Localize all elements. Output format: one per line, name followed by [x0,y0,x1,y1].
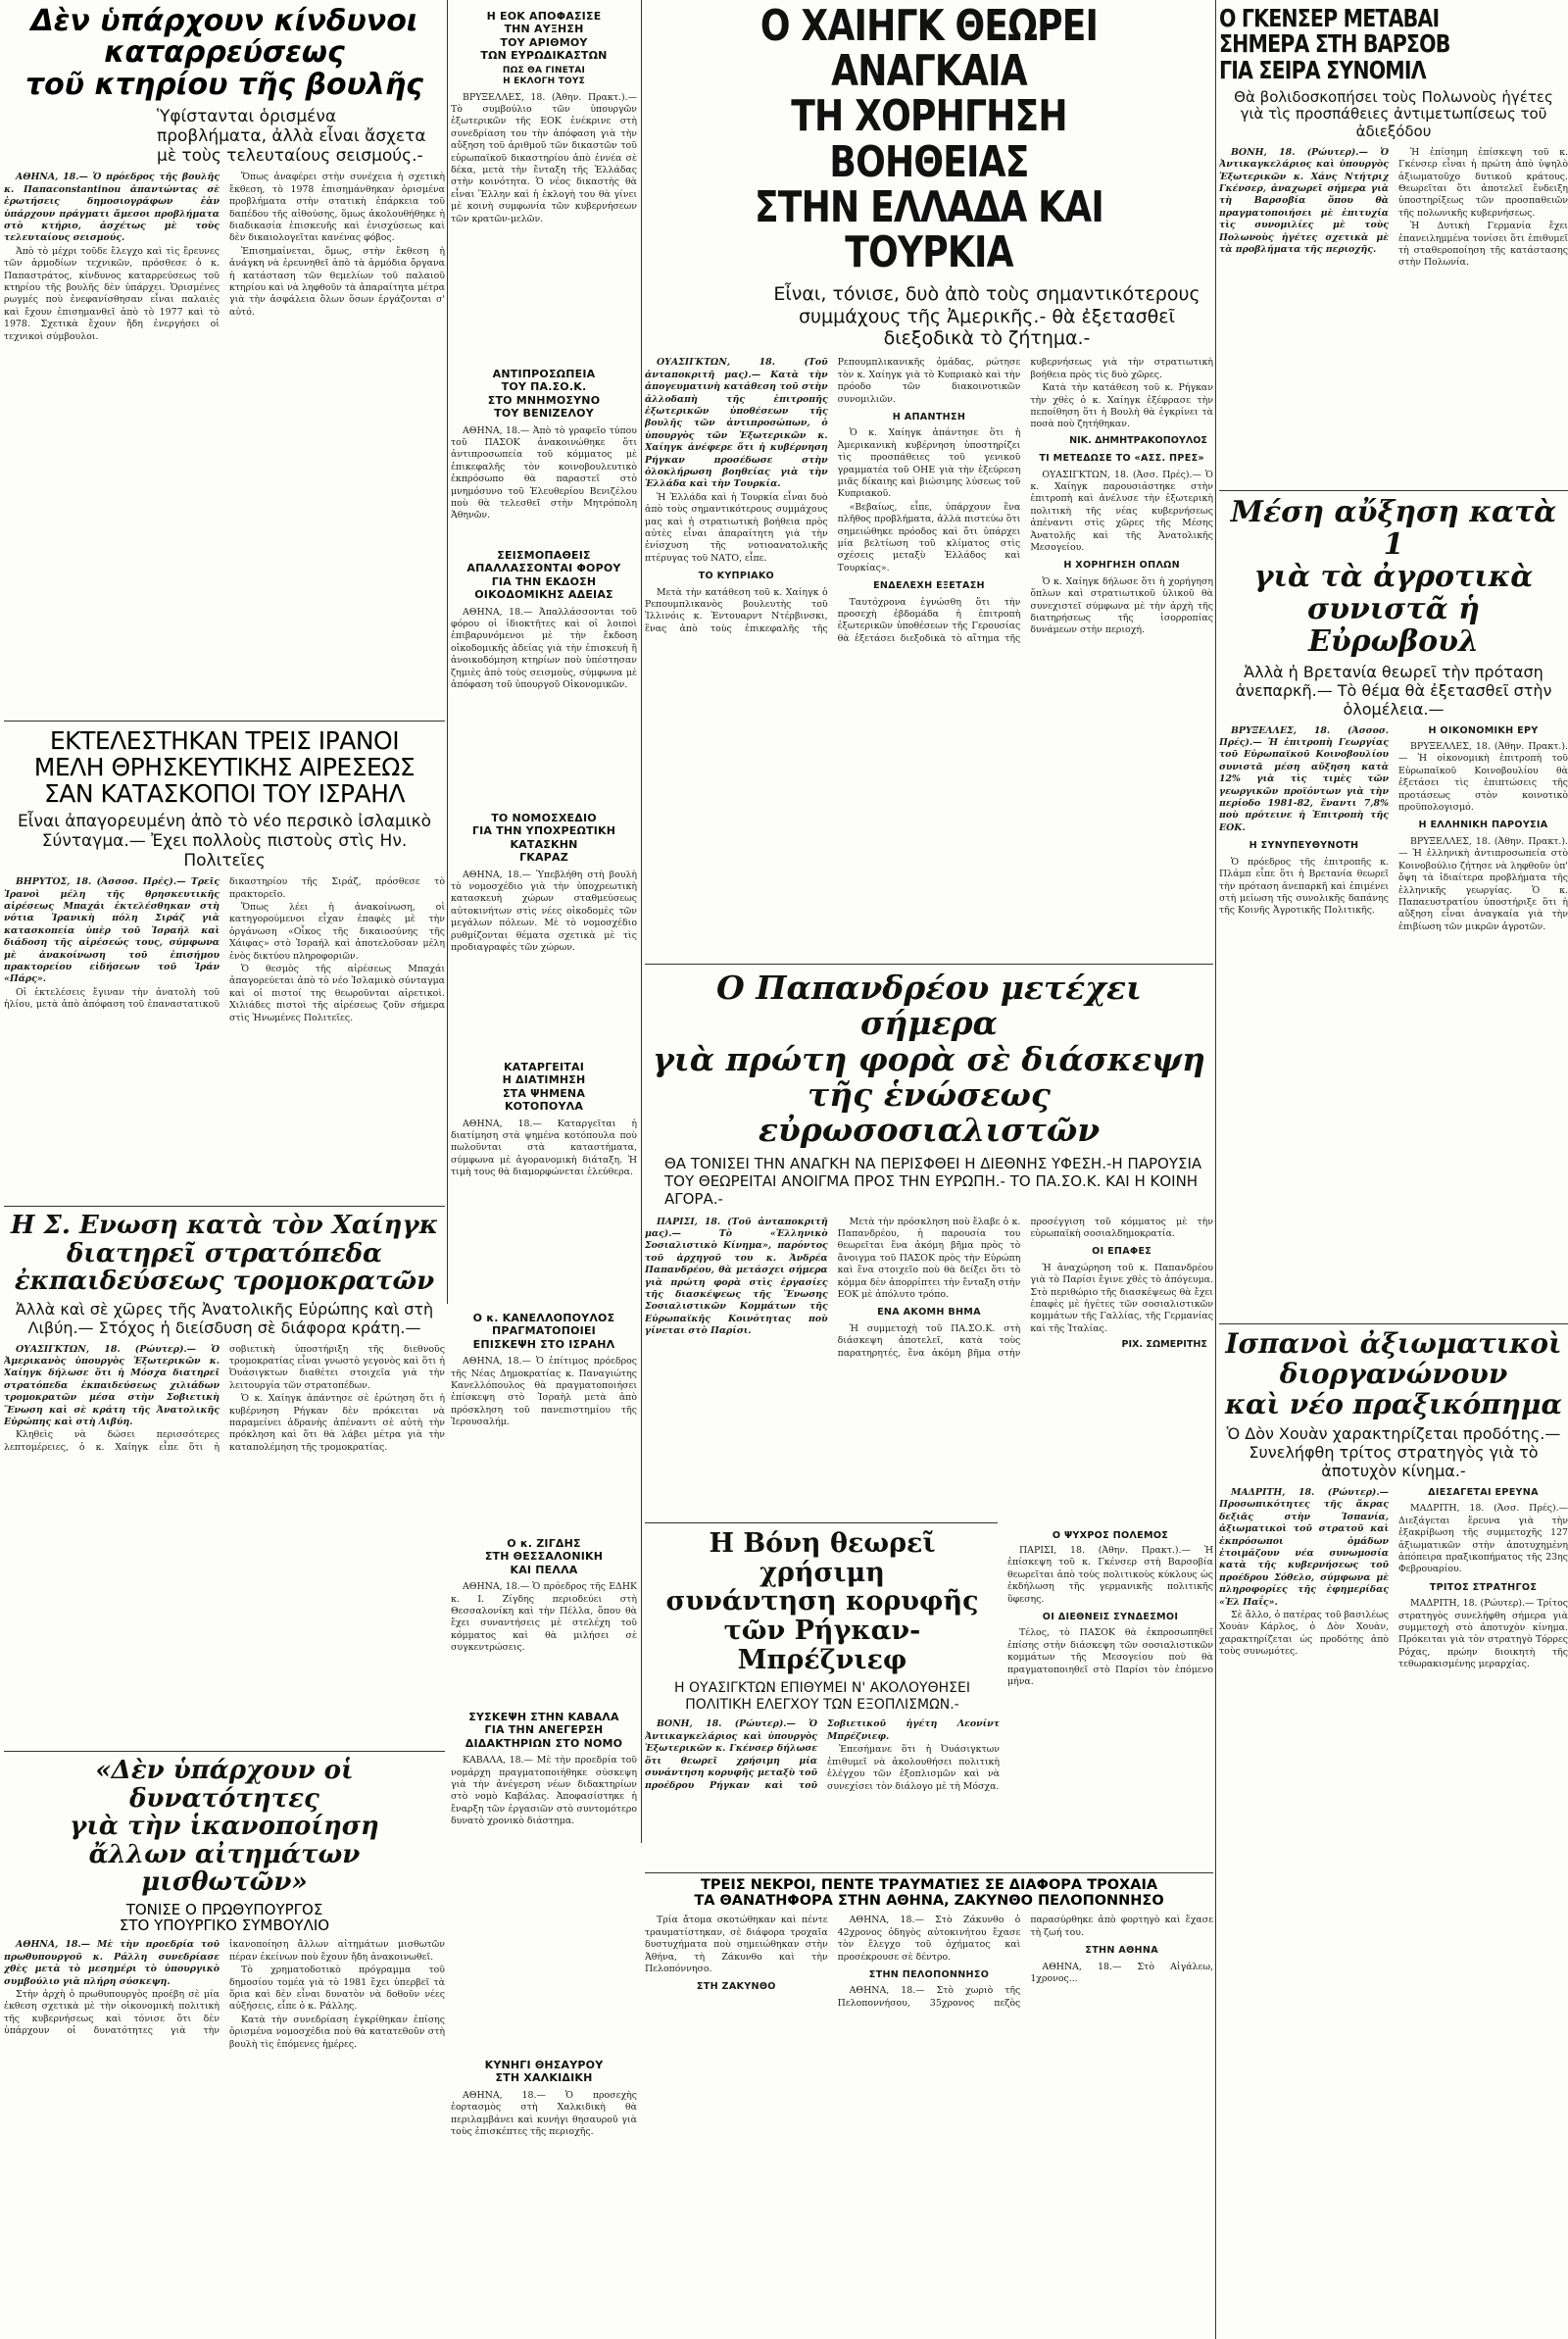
headline-line: Η Σ. Ενωση κατὰ τὸν Χαίηγκ [10,1212,439,1240]
headline-line: ΣΤΗΝ ΕΛΛΑΔΑ ΚΑΙ ΤΟΥΡΚΙΑ [754,181,1104,277]
brief-body [451,1356,637,1428]
paragraph: ΒΡΥΞΕΛΛΕΣ, 18. (Ἀθην. Πρακτ.).— Ἡ οἰκονομικὴ ἐπιτροπὴ τοῦ Εὐρωπαϊκοῦ Κοινοβουλίου θὰ ἐξετάσει τὶς ἐπιπτώσεις τῆς προτάσεως στὸν κοινοτικὸ προϋπολογισμό. [1398,741,1568,814]
brief-subtitle: Η ΕΚΛΟΓΗ ΤΟΥΣ [503,75,585,86]
deck: Θὰ βολιδοσκοπήσει τοὺς Πολωνοὺς ἡγέτες γιὰ τὶς προσπάθειες ἀντιμετωπίσεως τοῦ ἀδιεξόδου [1234,87,1553,141]
headline-line: συνάντηση κορυφῆς [665,1586,979,1617]
section-heading: ΤΙ ΜΕΤΕΔΩΣΕ ΤΟ «ΑΣΣ. ΠΡΕΣ» [1039,453,1204,465]
paragraph: ΜΑΔΡΙΤΗ, 18. (Ρώυτερ).— Τρίτος στρατηγὸς συνελήφθη σήμερα γιὰ συμμετοχὴ στὸ ἀποτυχὸν κίνημα. Πρόκειται γιὰ τὸν στρατηγὸ Τόρρες Ρόχας, πρώην διοικητὴ τῆς τεθωρακισμένης μεραρχίας. [1398,1598,1568,1670]
brief-title: ΚΑΤΑΡΓΕΙΤΑΙ [503,1061,585,1073]
section-heading: Ο ΨΥΧΡΟΣ ΠΟΛΕΜΟΣ [1052,1530,1169,1541]
brief-title: ΣΤΗ ΘΕΣΣΑΛΟΝΙΚΗ [484,1550,604,1564]
brief-chicken-price [451,1061,637,1296]
brief-title: ΓΙΑ ΤΗΝ ΥΠΟΧΡΕΩΤΙΚΗ [471,824,616,838]
paragraph: ΠΑΡΙΣΙ, 18. (Τοῦ ἀνταποκριτῆ μας).— Τὸ «Ἐλληνικὸ Σοσιαλιστικὸ Κίνημα», παρόντος τοῦ ἀρχηγοῦ του κ. Ἀνδρέα Παπανδρέου, θὰ μετάσχει σήμερα γιὰ πρώτη φορὰ στὶς ἐργασίες τῆς διασκέψεως τῆς Ἕνωσης Σοσιαλιστικῶν Κομμάτων τῆς Εὐρωπαϊκῆς Κοινότητας ποὺ γίνεται στὸ Παρίσι. [645,1216,828,1337]
article-body [645,1718,1000,1867]
paragraph: Κατὰ τὴν συνεδρίαση ἐγκρίθηκαν ἐπίσης ὁρισμένα νομοσχέδια ποὺ θὰ κατατεθοῦν στὴ βουλὴ τὶς ἑπόμενες ἡμέρες. [229,2014,445,2050]
headline-line: Μέση αὔξηση κατὰ 1 [1230,496,1557,562]
brief-title: ΣΤΑ ΨΗΜΕΝΑ [502,1086,586,1100]
paragraph: ΟΥΑΣΙΓΚΤΩΝ, 18. (Ἀσσ. Πρές).— Ὁ κ. Χαίηγκ παρουσιάστηκε στὴν ἐπιτροπὴ καὶ ἀνέλυσε τὴν ἐξωτερικὴ πολιτικὴ τῆς νέας κυβερνήσεως ἀπέναντι στὶς χῶρες τῆς Μέσης Ἀνατολῆς καὶ τῆς Ἀνατολικῆς Μεσογείου. [1030,469,1213,554]
headline-line: Δὲν ὑπάρχουν κίνδυνοι [30,6,418,38]
paragraph: ΑΘΗΝΑ, 18.— Μὲ τὴν προεδρία τοῦ πρωθυπουργοῦ κ. Ράλλη συνεδρίασε χθὲς μετὰ τὸ μεσημέρι τὸ ὑπουργικὸ συμβούλιο γιὰ πλήρη σύσκεψη. [4,1939,220,1987]
paragraph: ΑΘΗΝΑ, 18.— Ἀπὸ τὸ γραφεῖο τύπου τοῦ ΠΑΣΟΚ ἀνακοινώθηκε ὅτι ἀντιπροσωπεία τοῦ κόμματος μὲ ἐπικεφαλῆς τὸν κοινοβουλευτικὸ ἐκπρόσωπο θὰ παραστεῖ στὸ μνημόσυνο τοῦ Ἐλευθερίου Βενιζέλου ποὺ θὰ τελεσθεῖ στὴν Μητρόπολη Ἀθηνῶν. [451,424,637,522]
brief-title: ΓΙΑ ΤΗΝ ΕΚΔΟΣΗ [491,574,597,588]
article-papandreou-conference [645,970,1213,1519]
brief-title: ΣΤΗ ΧΑΛΚΙΔΙΚΗ [495,2071,593,2085]
paragraph: Τὸ χρηματοδοτικὸ πρόγραμμα τοῦ δημοσίου τομέα γιὰ τὸ 1981 ἔχει ὑπερβεῖ τὰ ὅρια καὶ δὲν εἶναι δυνατὸν νὰ δοθοῦν νέες αὐξήσεις, εἶπε ὁ κ. Ράλλης. [229,1965,445,2013]
paragraph: Ἡ Δυτικὴ Γερμανία ἔχει ἐπανειλημμένα τονίσει ὅτι ἐπιθυμεῖ τὴ σταθεροποίηση τῆς κατάστασης στὴν Πολωνία. [1398,221,1568,269]
section-heading: ΟΙ ΔΙΕΘΝΕΙΣ ΣΥΝΔΕΣΜΟΙ [1042,1612,1179,1623]
column-4 [1219,0,1568,2339]
article-body [645,357,1213,960]
brief-title: ΤΟΥ ΠΑ.ΣΟ.Κ. [501,380,587,394]
paragraph: ΑΘΗΝΑ, 18.— Στὸ χωριὸ τῆς Πελοποννήσου, 35χρονος πεζὸς παρασύρθηκε ἀπὸ φορτηγὸ καὶ ἔχασε τὴ ζωή του. [837,1915,1213,2009]
section-heading: ΣΤΗΝ ΑΘΗΝΑ [1085,1945,1158,1957]
subheadline: ΤΑ ΘΑΝΑΤΗΦΟΡΑ ΣΤΗΝ ΑΘΗΝΑ, ΖΑΚΥΝΘΟ ΠΕΛΟΠΟΝΝΗΣΟ [694,1892,1164,1909]
brief-title: ΚΑΙ ΠΕΛΛΑ [510,1563,578,1576]
headline-line: Ο ΧΑΙΗΓΚ ΘΕΩΡΕΙ ΑΝΑΓΚΑΙΑ [760,4,1099,97]
paragraph: ΒΟΝΗ, 18. (Ρώυτερ).— Ὁ Ἀντικαγκελάριος καὶ ὑπουργὸς Ἐξωτερικῶν κ. Γκένσερ δήλωσε ὅτι θεωρεῖ χρήσιμη μία συνάντηση κορυφῆς μεταξὺ τοῦ προέδρου Ρήγκαν καὶ τοῦ Σοβιετικοῦ ἡγέτη Λεονίντ Μπρέζνιεφ. [645,1718,1000,1791]
paragraph: ΒΡΥΞΕΛΛΕΣ, 18. (Ἀθην. Πρακτ.).— Τὸ συμβούλιο τῶν ὑπουργῶν ἐξωτερικῶν τῆς ΕΟΚ ἐνέκρινε στὴ συνεδρίαση του τὴν ἀπόφαση γιὰ τὴν αὔξηση τοῦ ἀριθμοῦ τῶν δικαστῶν τοῦ εὐρωπαϊκοῦ δικαστηρίου ἀπὸ ἐννέα σὲ δέκα, μετὰ τὴν ἔνταξη τῆς Ἑλλάδας στὴν κοινότητα. Ὁ νέος δικαστὴς θὰ εἶναι Ἕλλην καὶ ἡ ἐκλογὴ του θὰ γίνει μὲ κοινὴ συμφωνία τῶν κυβερνήσεων τῶν κρατῶν-μελῶν. [451,91,637,224]
paragraph: Ἡ Ἑλλάδα καὶ ἡ Τουρκία εἶναι δυὸ ἀπὸ τοὺς σημαντικότερους συμμάχους μας καὶ ἡ στρατιωτικὴ βοήθεια πρὸς αὐτὲς εἶναι ἀπαραίτητη γιὰ τὴν ἐνίσχυση τῆς νοτιοανατολικῆς πτέρυγας τοῦ ΝΑΤΟ, εἶπε. [645,491,828,564]
paragraph: «Βεβαίως, εἶπε, ὑπάρχουν ἕνα πλῆθος προβλήματα, ἀλλὰ πιστεύω ὅτι σημειώθηκε πρόοδος καὶ ὅτι ὑπάρχει μία βελτίωση τοῦ κλίματος στὶς σχέσεις μεταξὺ Ἑλλάδος καὶ Τουρκίας». [837,501,1021,573]
column-rule [447,0,448,1304]
section-heading: ΤΟ ΚΥΠΡΙΑΚΟ [698,571,775,582]
brief-kanellopoulos-israel [451,1312,637,1522]
section-heading: Η ΑΠΑΝΤΗΣΗ [892,411,966,423]
paragraph: Στὴν ἀρχὴ ὁ πρωθυπουργὸς προέβη σὲ μία ἐκθεση σχετικὰ μὲ τὴν οἰκονομικὴ πολιτικὴ τῆς κυβερνήσεως καὶ τόνισε ὅτι δὲν ὑπάρχουν οἱ δυνατότητες γιὰ τὴν ἱκανοποίηση ἄλλων αἰτημάτων μισθωτῶν πέραν ἐκείνων ποὺ ἔχουν ἤδη ἀνακοινωθεῖ. [4,1939,445,2037]
column-1 [4,0,445,2339]
deck: Ὁ Δὸν Χουὰν χαρακτηρίζεται προδότης.— Συνελήφθη τρίτος στρατηγὸς γιὰ τὸ ἀποτυχὸν κίνημα.- [1226,1424,1561,1481]
headline-line: γιὰ τὰ ἀγροτικὰ [1253,560,1534,594]
paragraph: Τρία ἄτομα σκοτώθηκαν καὶ πέντε τραυματίστηκαν, σὲ διάφορα τροχαῖα δυστυχήματα ποὺ σημειώθηκαν στὴν Ἀθήνα, τὴ Ζάκυνθο καὶ τὴν Πελοπόννησο. [645,1915,828,1974]
headline-line: Ο ΓΚΕΝΣΕΡ ΜΕΤΑΒΑΙ [1219,6,1440,32]
column-rule [1215,0,1216,2339]
paragraph: Ὁ κ. Χαίηγκ δήλωσε ὅτι ἡ χορήγηση ὅπλων καὶ στρατιωτικοῦ ὑλικοῦ θὰ συνεχιστεῖ σύμφωνα μὲ τὴν ἀρχὴ τῆς διατηρήσεως τῆς ἰσορροπίας δυνάμεων στὴν περιοχή. [1030,575,1213,636]
paragraph: ΠΑΡΙΣΙ, 18. (Ἀθην. Πρακτ.).— Ἡ ἐπίσκεψη τοῦ κ. Γκένσερ στὴ Βαρσοβία θεωρεῖται ἀπὸ τοὺς πολιτικοὺς κύκλους ὡς ἐκδήλωση τῆς γερμανικῆς πολιτικῆς ὕφεσης. [1007,1545,1213,1605]
headline-line: Ο Παπανδρέου μετέχει σήμερα [716,970,1142,1043]
paragraph: Μετὰ τὴν πρόσκληση ποὺ ἔλαβε ὁ κ. Παπανδρέου, ἡ παρουσία του θεωρεῖται ἕνα ἀκόμη βῆμα πρὸς τὸ ἄνοιγμα τοῦ ΠΑΣΟΚ πρὸς τὴν Εὐρώπη καὶ ἕνα στοιχεῖο ποὺ θὰ δείξει ὅτι τὸ κόμμα δὲν ἀπορρίπτει τὴν ἔνταξη στὴν ΕΟΚ μὲ ἀπόλυτο τρόπο. [837,1216,1021,1300]
headline-line: διατηρεῖ στρατόπεδα [66,1238,383,1269]
section-heading: ΣΤΗ ΖΑΚΥΝΘΟ [696,1981,776,1993]
headline-line: Η Βόνη θεωρεῖ χρήσιμη [709,1529,936,1588]
headline-line: τῆς ἑνώσεως εὐρωσοσιαλιστῶν [758,1074,1101,1150]
brief-title: ΤΟ ΝΟΜΟΣΧΕΔΙΟ [491,812,597,824]
deck: Η ΟΥΑΣΙΓΚΤΩΝ ΕΠΙΘΥΜΕΙ Ν' ΑΚΟΛΟΥΘΗΣΕΙ ΠΟΛΙΤΙΚΗ ΕΛΕΓΧΟΥ ΤΩΝ ΕΞΟΠΛΙΣΜΩΝ.- [674,1680,970,1713]
brief-title: ΓΙΑ ΤΗΝ ΑΝΕΓΕΡΣΗ [484,1723,604,1737]
paragraph: ΑΘΗΝΑ, 18.— Στὸ Αἰγάλεω, 1χρονος... [1030,1961,1213,1984]
divider [645,1522,998,1523]
divider [1219,490,1568,491]
section-heading: ΕΝΑ ΑΚΟΜΗ ΒΗΜΑ [877,1307,981,1319]
brief-title: ΑΝΤΙΠΡΟΣΩΠΕΙΑ [492,368,596,380]
deck: Εἶναι, τόνισε, δυὸ ἀπὸ τοὺς σημαντικότερους συμμάχους τῆς Ἀμερικῆς.- θὰ ἐξετασθεῖ διεξοδικὰ τὸ ζήτημα.- [773,283,1200,349]
headline-line: καὶ νέο πραξικόπημα [1224,1387,1563,1420]
section-heading: Η ΕΛΛΗΝΙΚΗ ΠΑΡΟΥΣΙΑ [1418,820,1548,831]
byline: ΝΙΚ. ΔΗΜΗΤΡΑΚΟΠΟΥΛΟΣ [1069,434,1207,446]
headline-line: γιὰ τὴν ἱκανοποίηση [70,1812,379,1842]
deck: Ὑφίστανται ὁρισμένα προβλήματα, ἀλλὰ εἶναι ἄσχετα μὲ τοὺς τελευταίους σεισμούς.- [157,107,426,167]
deck: Ἀλλὰ ἡ Βρετανία θεωρεῖ τὴν πρόταση ἀνεπαρκῆ.— Τὸ θέμα θὰ ἐξετασθεῖ στὴν ὁλομέλεια.— [1235,663,1552,719]
brief-title: ΓΚΑΡΑΖ [519,851,568,865]
paragraph: Ὁ πρόεδρος τῆς ἐπιτροπῆς κ. Πλάμπ εἶπε ὅτι ἡ Βρετανία θεωρεῖ τὴν πρόταση ἀνεπαρκῆ καὶ ἐπιμένει στὴ μείωση τῆς συνολικῆς δαπάνης τῆς Κοινῆς Ἀγροτικῆς Πολιτικῆς. [1219,856,1389,917]
section-heading: ΔΙΕΣΑΓΕΤΑΙ ΕΡΕΥΝΑ [1428,1487,1539,1499]
paragraph: Κληθεὶς νὰ δώσει περισσότερες λεπτομέρειες, ὁ κ. Χαίηγκ εἶπε ὅτι ἡ σοβιετικὴ ὑποστήριξη τῆς διεθνοῦς τρομοκρατίας εἶναι γνωστὸ γεγονὸς καὶ ὅτι ἡ Ὀυάσιγκτων διαθέτει στοιχεῖα γιὰ τὴν λειτουργία τῶν στρατοπέδων. [4,1343,445,1453]
headline-line: τῶν Ρήγκαν-Μπρέζνιεφ [723,1616,921,1675]
divider [4,1206,445,1207]
paragraph: ΒΡΥΞΕΛΛΕΣ, 18. (Ἀθην. Πρακτ.).— Ἡ ἑλληνικὴ ἀντιπροσωπεία στὸ Κοινοβούλιο ζήτησε νὰ ληφθοῦν ὑπ' ὄψη τὰ ἰδιαίτερα προβλήματα τῆς ἑλληνικῆς γεωργίας. Ὁ κ. Παπαευστρατίου ὑποστήριξε ὅτι ἡ αὔξηση εἶναι ἀναγκαία γιὰ τὴν ἐπιβίωση τῶν μικρῶν ἀγροτῶν. [1398,835,1568,932]
section-heading: ΟΙ ΕΠΑΦΕΣ [1092,1246,1152,1258]
headline-line: ἄλλων αἰτημάτων μισθωτῶν» [88,1839,361,1898]
article-body [4,1344,445,1736]
headline-line: γιὰ πρώτη φορὰ σὲ διάσκεψη [653,1039,1205,1078]
headline-line: καταρρεύσεως [104,35,345,71]
divider [645,1872,1213,1873]
divider [645,964,1213,965]
brief-title: ΠΡΑΓΜΑΤΟΠΟΙΕΙ [492,1324,596,1338]
article-body [4,172,445,717]
paragraph: ΒΡΥΞΕΛΛΕΣ, 18. (Ἀσσοσ. Πρές).— Ἡ ἐπιτροπὴ Γεωργίας τοῦ Εὐρωπαϊκοῦ Κοινοβουλίου συνιστᾶ μέση αὔξηση κατὰ 12% γιὰ τὶς τιμὲς τῶν γεωργικῶν προϊόντων γιὰ τὴν περίοδο 1981-82, ἔναντι 7,8% ποὺ πρότεινε ἡ Ἐπιτροπὴ τῆς ΕΟΚ. [1219,724,1389,833]
brief-title: ΚΑΤΑΣΚΗΝ [510,837,578,851]
article-body [645,1915,1213,2091]
headline-line: συνιστᾶ ἡ Εὐρωβουλ [1307,592,1480,659]
paragraph: Ἐπεσήμανε ὅτι ἡ Ὀυάσιγκτων ἐπιθυμεῖ νὰ ἀκολουθήσει πολιτικὴ ἐλέγχου τῶν ἐξοπλισμῶν καὶ νὰ συνεχίσει τὸν διάλογο μὲ τὴ Μόσχα. [827,1744,1000,1792]
brief-title: ΚΥΝΗΓΙ ΘΗΣΑΥΡΟΥ [484,2059,604,2071]
headline-line: ΕΚΤΕΛΕΣΤΗΚΑΝ ΤΡΕΙΣ ΙΡΑΝΟΙ [49,727,400,755]
section-heading: ΕΝΔΕΛΕΧΗ ΕΞΕΤΑΣΗ [873,580,985,592]
section-heading: ΣΤΗΝ ΠΕΛΟΠΟΝΝΗΣΟ [868,1968,990,1980]
paragraph: Ὅπως ἀναφέρει στὴν συνέχεια ἡ σχετικὴ ἔκθεση, τὸ 1978 ἐπισημάνθηκαν ὁρισμένα προβλήματα στὴν στατικὴ ἐπάρκεια τοῦ δαπέδου τῆς αἰθούσης, ὅμως ἀκολουθήθηκε ἡ διαδικασία ἐπισκευῆς καὶ ἐνισχύσεως καὶ δὲν δικαιολογεῖται κανένας φόβος. [229,172,445,244]
paragraph: Κατὰ τὴν κατάθεση τοῦ κ. Ρήγκαν τὴν χθὲς ὁ κ. Χαίηγκ ἐξέφρασε τὴν πεποίθηση ὅτι ἡ Βουλὴ θὰ ἐγκρίνει τὰ ποσὰ ποὺ ζητήθηκαν. [1030,382,1213,430]
section-heading: Η ΧΟΡΗΓΗΣΗ ΟΠΛΩΝ [1063,560,1180,572]
brief-title: Η ΔΙΑΤΙΜΗΣΗ [502,1073,586,1087]
article-body [4,1939,445,2335]
article-pm-cabinet [4,1757,445,2335]
paragraph: Ἡ ἀναχώρηση τοῦ κ. Παπανδρέου γιὰ τὸ Παρίσι ἔγινε χθὲς τὸ ἀπόγευμα. Στὸ περιθώριο τῆς διασκέψεως θὰ ἔχει ἐπαφὲς μὲ ἡγέτες τῶν σοσιαλιστικῶν κομμάτων τῆς Γαλλίας, τῆς Γερμανίας καὶ τῆς Ἰταλίας. [1030,1262,1213,1334]
article-body [4,876,445,1170]
paragraph: Μετὰ τὴν κατάθεση τοῦ κ. Χαίηγκ ὁ Ρεπουμπλικανὸς βουλευτὴς τοῦ Ἰλλινόις κ. Ἐντουαρντ Ντέρβινσκι, ἕνας ἀπὸ τοὺς ἐπικεφαλῆς τῆς Ρεπουμπλικανικῆς ὁμάδας, ρώτησε τὸν κ. Χαίηγκ γιὰ τὸ Κυπριακὸ καὶ τὴν πρόοδο τῶν διακοινοτικῶν συνομιλιῶν. [645,357,1021,634]
brief-subtitle: ΠΩΣ ΘΑ ΓΙΝΕΤΑΙ [502,65,586,75]
divider [4,1751,445,1752]
article-body [1219,1487,1568,2320]
paragraph: ΑΘΗΝΑ, 18.— Ἀπαλλάσσονται τοῦ φόρου οἱ ἰδιοκτῆτες καὶ οἱ λοιποὶ ἐπιβαρυνόμενοι μὲ τὴν ἔκδοση οἰκοδομικῆς ἀδείας γιὰ τὴν ἐπισκευὴ ἢ ἀνοικοδόμηση κτηρίων ποὺ ὑπέστησαν ζημιὲς ἀπὸ τοὺς σεισμοὺς, σύμφωνα μὲ ἀπόφαση τοῦ ὑπουργοῦ Οἰκονομικῶν. [451,606,637,691]
brief-zigdis [451,1537,637,1699]
brief-pasok-venizelos [451,368,637,534]
paragraph: Ἐπισημαίνεται, ὅμως, στὴν ἔκθεση ἡ ἀνάγκη νὰ ἐρευνηθεῖ ἀπὸ τὰ ἁρμόδια ὄργανα ἡ κατάσταση τῶν θεμελίων τοῦ παλαιοῦ κτηρίου καὶ νὰ ληφθοῦν τὰ ἀπαραίτητα μέτρα γιὰ τὴν ἀσφάλεια ὅλων ὅσων ἐργάζονται σ' αὐτό. [229,245,445,318]
brief-earthquake-tax [451,549,637,799]
headline-line: τοῦ κτηρίου τῆς βουλῆς [25,67,423,102]
brief-title: ΣΤΟ ΜΝΗΜΟΣΥΝΟ [487,393,601,407]
headline: ΤΡΕΙΣ ΝΕΚΡΟΙ, ΠΕΝΤΕ ΤΡΑΥΜΑΤΙΕΣ ΣΕ ΔΙΑΦΟΡΑ ΤΡΟΧΑΙΑ [700,1878,1158,1893]
section-heading: Η ΣΥΝΥΠΕΥΘΥΝΟΤΗ [1249,840,1359,852]
article-body [645,1217,1213,1519]
paragraph: Ὁ θεσμὸς τῆς αἱρέσεως Μπαχάι ἀπαγορεύεται ἀπὸ τὸ νέο Ἰσλαμικὸ σύνταγμα καὶ οἱ πιστοί της θεωροῦνται αἱρετικοὶ. Χιλιάδες πιστοὶ τῆς αἱρέσεως ζοῦν σήμερα στὶς Ἡνωμένες Πολιτεῖες. [229,963,445,1023]
paragraph: Ἡ ἐπίσημη ἐπίσκεψη τοῦ κ. Γκένσερ εἶναι ἡ πρώτη ἀπὸ ὑψηλὸ ἀξιωματοῦχο δυτικοῦ κράτους. Θεωρεῖται ὅτι ἀποτελεῖ ἔνδειξη ὑποστηρίξεως τῶν προσπαθειῶν τῆς πολωνικῆς κυβερνήσεως. [1398,146,1568,219]
brief-treasure-hunt [451,2059,637,2333]
brief-title: Ο κ. ΖΙΓΔΗΣ [507,1537,581,1550]
brief-title: ΚΟΤΟΠΟΥΛΑ [504,1100,584,1114]
paragraph: ΒΟΝΗ, 18. (Ρώυτερ).— Ὁ Ἀντικαγκελάριος καὶ ὑπουργὸς Ἐξωτερικῶν κ. Χάνς Ντήτριχ Γκένσερ, ἀναχωρεῖ σήμερα γιὰ τὴ Βαρσοβία ὅπου θὰ πραγματοποιήσει μὲ ἐπιτυχία τὶς συνομιλίες μὲ τοὺς Πολωνοὺς ἡγέτες σχετικὰ μὲ τὰ προβλήματα τῆς περιοχῆς. [1219,146,1389,256]
deck: Ἀλλὰ καὶ σὲ χῶρες τῆς Ἀνατολικῆς Εὐρώπης καὶ στὴ Λιβύη.— Στόχος ἡ διείσδυση σὲ διάφορα κράτη.— [15,1299,434,1337]
brief-body [451,2090,637,2139]
article-traffic-accidents [645,1878,1213,2339]
brief-body [451,92,637,225]
paragraph: ΑΘΗΝΑ, 18.— Ὁ πρόεδρος τῆς ΕΔΗΚ κ. Ι. Ζίγδης περιοδεύει στὴ Θεσσαλονίκη καὶ τὴν Πέλλα, ὅπου θὰ ἔχει συναντήσεις μὲ στελέχη τοῦ κόμματος καὶ θὰ μιλήσει σὲ συγκεντρώσεις. [451,1581,637,1654]
article-soviet-terror-camps [4,1212,445,1746]
paragraph: Ὁ κ. Χαίηγκ ἀπάντησε σὲ ἐρώτηση ὅτι ἡ κυβέρνηση Ρήγκαν δὲν πρόκειται νὰ παραμείνει ἀδρανὴς ἀπέναντι σὲ αὐτὴ τὴν πρόκληση καὶ ὅτι θὰ λάβει μέτρα γιὰ τὴν καταπολέμηση τῆς τρομοκρατίας. [229,1393,445,1453]
article-building-safety [4,6,445,717]
brief-body [451,607,637,692]
brief-title: ΤΩΝ ΕΥΡΩΔΙΚΑΣΤΩΝ [480,49,608,63]
deck-line: ΣΤΟ ΥΠΟΥΡΓΙΚΟ ΣΥΜΒΟΥΛΙΟ [119,1916,330,1935]
brief-kavala-schools [451,1711,637,2044]
brief-title: ΤΟΥ ΑΡΙΘΜΟΥ [500,35,588,49]
brief-garage-bill [451,812,637,1047]
paragraph: Ἡ συμμετοχὴ τοῦ ΠΑ.ΣΟ.Κ. στὴ διάσκεψη ἀποτελεῖ, κατὰ τοὺς παρατηρητές, ἕνα ἀκόμη βῆμα στὴν προσέγγιση τοῦ κόμματος μὲ τὴν εὐρωπαϊκὴ σοσιαλδημοκρατία. [837,1216,1213,1359]
article-body [1219,725,1568,1319]
brief-title: ΑΠΑΛΛΑΣΣΟΝΤΑΙ ΦΟΡΟΥ [466,562,621,575]
paragraph: Οἱ ἐκτελέσεις ἔγιναν τὴν ἀνατολὴ τοῦ ἡλίου, μετὰ ἀπὸ ἀπόφαση τοῦ ἐπαναστατικοῦ δικαστηρίου τῆς Σιράζ, πρόσθεσε τὸ πρακτορεῖο. [4,876,445,1011]
paragraph: ΑΘΗΝΑ, 18.— Ὁ πρόεδρος τῆς βουλῆς κ. Παπαconstantinou ἀπαντώντας σὲ ἐρωτήσεις δημοσιογράφων ἐὰν ὑπάρχουν πράγματι ἄμεσοι προβλήματα στὸ κτήριο, ἀσχέτως μὲ τοὺς τελευταίους σεισμούς. [4,172,220,244]
article-genscher-warsaw [1219,6,1568,486]
paragraph: Ἀπὸ τὸ μέχρι τοῦδε ἔλεγχο καὶ τὶς ἔρευνες τῶν ἁρμοδίων τεχνικῶν, πρόσθεσε ὁ κ. Παπαστράτος, κίνδυνος καταρρεύσεως τοῦ κτηρίου τῆς βουλῆς δὲν ὑπάρχει. Ὁρισμένες ρωγμές ποὺ ἐνεφανίσθησαν εἶναι παλαιὲς καὶ ἔχουν ἐπισημανθεῖ ἀπὸ τὸ 1977 καὶ τὸ 1978. Σχετικὰ ἔχουν ἤδη ἐνεργήσει οἱ τεχνικοὶ σύμβουλοι. [4,245,220,342]
paragraph: Τέλος, τὸ ΠΑΣΟΚ θὰ ἐκπροσωπηθεῖ ἐπίσης στὴν διάσκεψη τῶν σοσιαλιστικῶν κομμάτων τῆς Μεσογείου ποὺ θὰ πραγματοποιηθεῖ στὸ Παρίσι τὸν ἑπόμενο μήνα. [1007,1627,1213,1688]
brief-title: Ο κ. ΚΑΝΕΛΛΟΠΟΥΛΟΣ [472,1312,615,1324]
paragraph: ΑΘΗΝΑ, 18.— Ὁ ἐπίτιμος πρόεδρος τῆς Νέας Δημοκρατίας κ. Παναγιώτης Κανελλόπουλος θὰ πραγματοποιήσει ἐπίσκεψη στὸ Ἰσραὴλ μετὰ ἀπὸ πρόσκληση τοῦ πανεπιστημίου τῆς Ἱερουσαλήμ. [451,1356,637,1428]
paragraph: ΚΑΒΑΛΑ, 18.— Μὲ τὴν προεδρία τοῦ νομάρχη πραγματοποιήθηκε σύσκεψη γιὰ τὴν ἀνέγερση νέων διδακτηρίων στὸ νομὸ Καβάλας. Ἀποφασίστηκε ἡ ἔναρξη τῶν ἐργασιῶν στὸ συντομότερο δυνατὸ χρονικὸ διάστημα. [451,1755,637,1827]
paragraph: Ὅπως λέει ἡ ἀνακοίνωση, οἱ κατηγορούμενοι εἶχαν ἐπαφὲς μὲ τὴν ὀργάνωση «Οἶκος τῆς δικαιοσύνης τῆς Χάιφας» στὸ Ἰσραήλ καὶ ἀποτελοῦσαν μέλη ἑνὸς δικτύου πληροφοριῶν. [229,901,445,962]
column-3 [645,0,1213,2339]
headline-line: ΣΑΝ ΚΑΤΑΣΚΟΠΟΙ ΤΟΥ ΙΣΡΑΗΛ [44,779,405,808]
article-iran-executions [4,727,445,1206]
brief-body [451,425,637,523]
headline-line: «Δὲν ὑπάρχουν οἱ δυνατότητες [95,1757,354,1814]
brief-eok-judges [451,10,637,358]
brief-body [451,1119,637,1179]
article-body [1007,1545,1213,1688]
paragraph: ΒΗΡΥΤΟΣ, 18. (Ἀσσοσ. Πρές).— Τρεῖς Ἰρανοὶ μέλη τῆς θρησκευτικῆς αἱρέσεως Μπαχάι ἐκτελέσθηκαν στὴ νότια Ἰρανικὴ πόλη Σιράζ γιὰ κατασκοπεία ὑπὲρ τοῦ Ἰσραήλ καὶ διάδοση τῆς αἱρέσεώς τους, σύμφωνα μὲ ἀνακοίνωση τοῦ ἐπισήμου πρακτορείου εἰδήσεων τοῦ Ἰράν «Πάρς». [4,876,220,985]
headline-line: ΜΕΛΗ ΘΡΗΣΚΕΥΤΙΚΗΣ ΑΙΡΕΣΕΩΣ [33,753,416,781]
column-rule [641,0,642,1843]
brief-title: ΤΟΥ ΒΕΝΙΖΕΛΟΥ [494,407,594,421]
deck: ΘΑ ΤΟΝΙΣΕΙ ΤΗΝ ΑΝΑΓΚΗ ΝΑ ΠΕΡΙΣΦΘΕΙ Η ΔΙΕΘΝΗΣ ΥΦΕΣΗ.-Η ΠΑΡΟΥΣΙΑ ΤΟΥ ΘΕΩΡΕΙΤΑΙ ΑΝΟΙΓΜΑ ΠΡΟΣ ΤΗΝ ΕΥΡΩΠΗ.- ΤΟ ΠΑ.ΣΟ.Κ. ΚΑΙ Η ΚΟΙΝΗ ΑΓΟΡΑ.- [664,1155,1202,1208]
brief-title: ΕΠΙΣΚΕΨΗ ΣΤΟ ΙΣΡΑΗΛ [472,1337,615,1351]
headline-line: διοργανώνουν [1279,1357,1508,1390]
paragraph: ΜΑΔΡΙΤΗ, 18. (Ρώυτερ).— Προσωπικότητες τῆς ἄκρας δεξιᾶς στὴν Ἰσπανία, ἀξιωματικοὶ τοῦ στρατοῦ καὶ ἐκπρόσωποι ὁμάδων ἐτοιμάζουν νέα συνωμοσία κατὰ τῆς κυβερνήσεως τοῦ προέδρου Σόθελο, σύμφωνα μὲ πληροφορίες τῆς ἐφημερίδας «Ἐλ Παΐς». [1219,1487,1389,1608]
brief-title: ΔΙΔΑΚΤΗΡΙΩΝ ΣΤΟ ΝΟΜΟ [465,1736,623,1750]
article-spain-coup [1219,1329,1568,2339]
column-2 [451,0,637,2339]
paragraph: ΑΘΗΝΑ, 18.— Καταργεῖται ἡ διατίμηση στὰ ψημένα κοτόπουλα ποὺ πωλοῦνται στὰ καταστήματα, σύμφωνα μὲ ἀγορανομικὴ διάταξη. Ἡ τιμὴ τους θὰ διαμορφώνεται ἐλεύθερα. [451,1118,637,1178]
paragraph: Ταυτόχρονα ἐγνώσθη ὅτι τὴν προσεχὴ ἑβδομάδα ἡ ἐπιτροπὴ ἐξωτερικῶν ὑποθέσεων τῆς Γερουσίας θὰ ἐξετάσει διεξοδικὰ τὸ αἴτημα τῆς κυβερνήσεως γιὰ τὴν στρατιωτικὴ βοήθεια πρὸς τὶς δυὸ χῶρες. [837,357,1213,644]
article-haig-aid [645,4,1213,960]
section-heading: Η ΟΙΚΟΝΟΜΙΚΗ ΕΡΥ [1428,724,1539,736]
article-bonn-summit [645,1529,1000,1867]
brief-body [451,1581,637,1654]
article-agricultural-prices [1219,496,1568,1319]
brief-title: Η ΕΟΚ ΑΠΟΦΑΣΙΣΕ [486,10,602,23]
brief-title: ΟΙΚΟΔΟΜΙΚΗΣ ΑΔΕΙΑΣ [474,588,613,602]
divider [4,721,445,722]
paragraph: ΑΘΗΝΑ, 18.— Στὸ Ζάκυνθο ὁ 42χρονος ὁδηγὸς αὐτοκινήτου ἔχασε τὸν ἔλεγχο τοῦ ὀχήματος καὶ προσέκρουσε σὲ δέντρο. [837,1915,1021,1963]
headline-line: Ισπανοὶ ἀξιωματικοὶ [1225,1329,1562,1360]
deck: Εἶναι ἀπαγορευμένη ἀπὸ τὸ νέο περσικὸ ἰσλαμικὸ Σύνταγμα.— Ἐχει πολλοὺς πιστοὺς στὶς Ην. Πολιτεῖες [17,812,432,871]
paragraph: ΜΑΔΡΙΤΗ, 18. (Ἀσσ. Πρές).— Διεξάγεται ἔρευνα γιὰ τὴν ἐξακρίβωση τῆς συμμετοχῆς 127 ἀξιωματικῶν στὴν ἀποτυχημένη ἀπόπειρα πραξικοπήματος τῆς 23ης Φεβρουαρίου. [1398,1503,1568,1575]
brief-title: ΣΥΣΚΕΨΗ ΣΤΗΝ ΚΑΒΑΛΑ [468,1711,619,1723]
headline-line: ΣΗΜΕΡΑ ΣΤΗ ΒΑΡΣΟΒ [1219,29,1450,59]
headline-line: ἐκπαιδεύσεως τρομοκρατῶν [14,1267,435,1297]
brief-title: ΣΕΙΣΜΟΠΑΘΕΙΣ [497,549,591,562]
deck-line: ΤΟΝΙΣΕ Ο ΠΡΩΘΥΠΟΥΡΓΟΣ [125,1900,323,1918]
brief-body [451,1755,637,1827]
article-cold-war [1007,1524,1213,1863]
paragraph: ΑΘΗΝΑ, 18.— Ὁ προσεχὴς ἑορτασμὸς στὴ Χαλκιδικὴ θὰ περιλαμβάνει καὶ κυνήγι θησαυροῦ γιὰ τοὺς ἐπισκέπτες τῆς περιοχῆς. [451,2089,637,2138]
brief-title: ΤΗΝ ΑΥΞΗΣΗ [504,23,584,36]
divider [1219,1323,1568,1324]
paragraph: Σὲ ἄλλο, ὁ πατέρας τοῦ βασιλέως Χουὰν Κάρλος, ὁ Δὸν Χουὰν, χαρακτηρίζεται ὡς προδότης ἀπὸ τοὺς συνωμότες. [1219,1610,1389,1658]
paragraph: Ὁ κ. Χαίηγκ ἀπάντησε ὅτι ἡ Ἀμερικανικὴ κυβέρνηση ὑποστηρίζει τὶς προσπάθειες τοῦ γενικοῦ γραμματέα τοῦ ΟΗΕ γιὰ τὴν ἐξεύρεση μιᾶς δίκαιης καὶ βιώσιμης λύσεως τοῦ Κυπριακοῦ. [837,427,1021,500]
paragraph: ΟΥΑΣΙΓΚΤΩΝ, 18. (Ρώυτερ).— Ὁ Ἀμερικανὸς ὑπουργὸς Ἐξωτερικῶν κ. Χαίηγκ δήλωσε ὅτι ἡ Μόσχα διατηρεῖ στρατόπεδα ἐκπαιδεύσεως χιλιάδων τρομοκρατῶν μέσα στὴν Σοβιετικὴ Ἕνωση καὶ σὲ κράτη τῆς Ἀνατολικῆς Εὐρώπης καὶ στὴ Λιβύη. [4,1343,220,1427]
section-heading: ΤΡΙΤΟΣ ΣΤΡΑΤΗΓΟΣ [1429,1581,1538,1593]
headline-line: ΓΙΑ ΣΕΙΡΑ ΣΥΝΟΜΙΛ [1219,55,1426,84]
headline-line: ΤΗ ΧΟΡΗΓΗΣΗ ΒΟΗΘΕΙΑΣ [791,91,1067,187]
article-body [1219,147,1568,471]
byline: ΡΙΧ. ΣΩΜΕΡΙΤΗΣ [1121,1339,1207,1351]
paragraph: ΑΘΗΝΑ, 18.— Ὑπεβλήθη στὴ βουλὴ τὸ νομοσχέδιο γιὰ τὴν ὑποχρεωτικὴ κατασκευὴ χώρων σταθμεύσεως αὐτοκινήτων στὶς νέες οἰκοδομὲς τῶν μεγάλων πόλεων. Μὲ τὸ νομοσχέδιο ρυθμίζονται θέματα σχετικὰ μὲ τὶς προδιαγραφὲς τῶν χώρων. [451,869,637,954]
paragraph: ΟΥΑΣΙΓΚΤΩΝ, 18. (Τοῦ ἀνταποκριτῆ μας).— Κατὰ τὴν ἀπογευματινὴ κατάθεση τοῦ στὴν ἀλλοδαπὴ τῆς ἐπιτροπῆς ἐξωτερικῶν ὑποθέσεων τῆς βουλῆς τῶν ἀντιπροσώπων, ὁ ὑπουργὸς τῶν Ἐξωτερικῶν κ. Χαίηγκ ἀνέφερε ὅτι ἡ κυβέρνηση Ρήγκαν προσέδωσε στὴν ὁλοκλήρωση βοηθείας γιὰ τὴν Ἑλλάδα καὶ τὴν Τουρκία. [645,357,828,490]
brief-body [451,870,637,955]
